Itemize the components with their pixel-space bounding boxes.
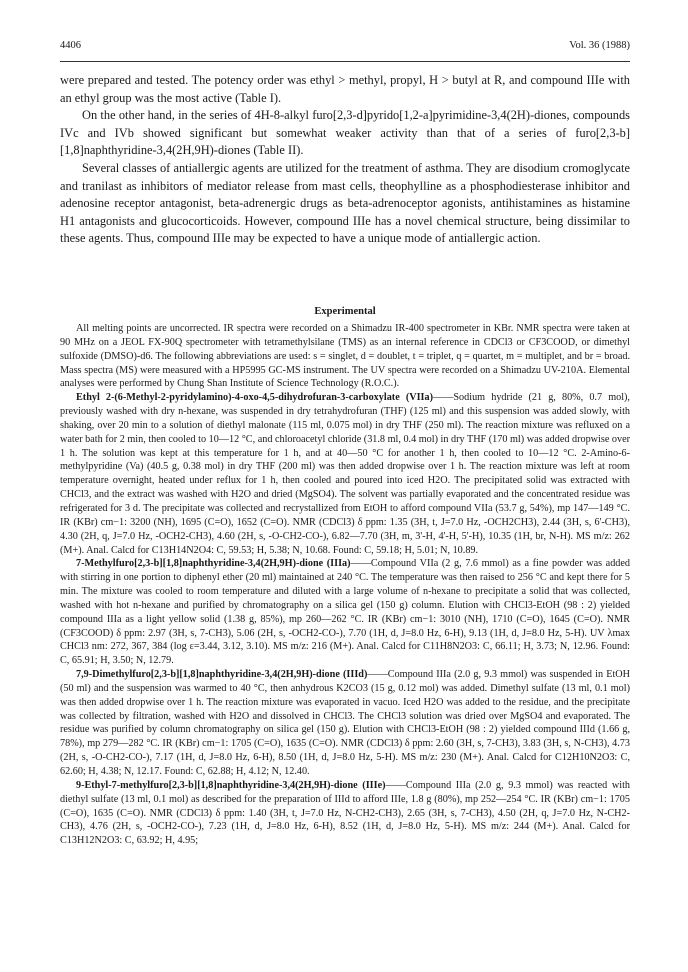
compound-iiie-paragraph [60,779,630,848]
general-methods-paragraph: All melting points are uncorrected. IR spectra were recorded on a Shimadzu IR-400 spectrometer in KBr. NMR spectra were taken at 90 MHz on a JEOL FX-90Q spectrometer with tetramethylsilane (TMS) as an internal reference in CDCl3 or CF3COOD, or dimethyl sulfoxide (DMSO)-d6. The following abbreviations are used: s = singlet, d = doublet, t = triplet, q = quartet, m = multiplet, and br = broad. Mass spectra (MS) were measured with a HP5995 GC-MS instrument. The UV spectra were recorded on a Shimadzu UV-210A. Elemental analyses were performed by Chung Shan Institute of Science Technology (R.O.C.). [60,323,630,390]
experimental-section [60,322,630,848]
compound-iiid-paragraph [60,668,630,779]
header-rule [60,61,630,62]
volume-info: Vol. 36 (1988) [569,40,630,51]
compound-iiia-body: ——Compound VIIa (2 g, 7.6 mmol) as a fine powder was added with stirring in one portion to diphenyl ether (20 ml) maintained at 240 °C. The temperature was then raised to 256 °C and kept there for 5 min. The mixture was cooled to room temperature and diluted with a large volume of n-hexane to precipitate a solid that was collected, washed with hot n-hexane and purified by chromatography on a silica gel (150 g) column. Elution with CHCl3-EtOH (98 : 2) yielded compound IIIa as a light yellow solid (1.38 g, 85%), mp 260—262 °C. IR (KBr) cm−1: 3010 (NH), 1710 (C=O), 1645 (C=O). NMR (CF3COOD) δ ppm: 2.97 (3H, s, 7-CH3), 5.06 (2H, s, -OCH2-CO-), 7.70 (1H, d, J=8.0 Hz, 6-H), 9.13 (1H, d, J=8.0 Hz, 5-H). UV λmax CHCl3 nm: 272, 367, 384 (log ε=3.44, 3.12, 3.10). MS m/z: 216 (M+). Anal. Calcd for C11H8N2O3: C, 66.11; H, 3.73; N, 12.96. Found: C, 65.91; H, 3.50; N, 12.79. [60,558,630,667]
compound-iiie-title: 9-Ethyl-7-methylfuro[2,3-b][1,8]naphthyridine-3,4(2H,9H)-dione (IIIe) [76,779,386,791]
experimental-heading: Experimental [314,306,376,317]
compound-iiia-paragraph [60,557,630,668]
intro-paragraph-2: On the other hand, in the series of 4H-8-alkyl furo[2,3-d]pyrido[1,2-a]pyrimidine-3,4(2H)-diones, compounds IVc and IVb showed significant but somewhat weaker activity than that of a series of furo[2,3-b][1,8]naphthyridine-3,4(2H,9H)-diones (Table II). [60,108,630,158]
intro-paragraph-3: Several classes of antiallergic agents are utilized for the treatment of asthma. They are disodium cromoglycate and tranilast as inhibitors of mediator release from mast cells, theophylline as a phosphodiesterase inhibitor and adenosine receptor antagonist, beta-adrenergic drugs as beta-adrenoceptor agonists, antihistamines as histamine H1 antagonists and glucocorticoids. However, compound IIIe has a novel chemical structure, being dissimilar to these agents. Thus, compound IIIe may be expected to have a unique mode of antiallergic action. [60,160,630,246]
compound-viia-body: ——Sodium hydride (21 g, 80%, 0.7 mol), previously washed with dry n-hexane, was suspended in dry tetrahydrofuran (THF) (125 ml) and this suspension was added slowly, with shaking, over 20 min to a solution of diethyl malonate (115 ml, 0.075 mol) in dry THF (250 ml). The reaction mixture was refluxed on a water bath for 2 min, then cooled to 10—12 °C, and chloroacetyl chloride (31.8 ml, 0.4 mol) in dry THF (170 ml) was added dropwise over 1 h. The solution was kept at this temperature for 1 h, and at 40—50 °C for another 1 h, then cooled to 10—12 °C. 2-Amino-6-methylpyridine (Va) (40.5 g, 0.38 mol) in dry THF (200 ml) was then added dropwise over 1 h. The reaction mixture was left at room temperature overnight, heated under reflux for 1 h, then cooled and poured into iced H2O. The precipitated solid was extracted with CHCl3, and the extract was washed with H2O and dried (MgSO4). The solvent was partially evaporated and the concentrated residue was refrigerated for 3 d. The precipitate was collected and recrystallized from EtOH to afford compound VIIa (53.7 g, 54%), mp 147—149 °C. IR (KBr) cm−1: 3200 (NH), 1695 (C=O), 1652 (C=O). NMR (CDCl3) δ ppm: 1.35 (3H, t, J=7.0 Hz, -OCH2CH3), 2.44 (3H, s, 6'-CH3), 4.30 (2H, q, J=7.0 Hz, -OCH2-CH3), 4.60 (2H, s, -O-CH2-CO-), 6.82—7.70 (3H, m, 3'-H, 4'-H, 5'-H), 10.35 (1H, br, N-H). MS m/z: 262 (M+). Anal. Calcd for C13H14N2O4: C, 59.53; H, 5.38; N, 10.68. Found: C, 59.18; H, 5.01; N, 10.89. [60,392,630,556]
compound-iiid-body: ——Compound IIIa (2.0 g, 9.3 mmol) was suspended in EtOH (50 ml) and the suspension was warmed to 40 °C, then anhydrous K2CO3 (15 g, 0.12 mol) was added. Dimethyl sulfate (13 ml, 0.1 mol) was then added dropwise over 1 h. The reaction mixture was evaporated in vacuo. Iced H2O was added to the residue, and the precipitate was collected by filtration, washed with H2O and dissolved in CHCl3. The CHCl3 solution was dried over MgSO4 and evaporated. The residue was purified by column chromatography on silica gel (150 g). Elution with CHCl3-EtOH (98 : 2) yielded compound IIId (1.66 g, 78%), mp 279—282 °C. IR (KBr) cm−1: 1705 (C=O), 1635 (C=O). NMR (CDCl3) δ ppm: 2.60 (3H, s, 7-CH3), 3.83 (3H, s, N-CH3), 4.73 (2H, s, -O-CH2-CO-), 7.17 (1H, d, J=8.0 Hz, 6-H), 8.50 (1H, d, J=8.0 Hz, 5-H). MS m/z: 230 (M+). Anal. Calcd for C12H10N2O3: C, 62.60; H, 4.38; N, 12.17. Found: C, 62.88; H, 4.12; N, 12.40. [60,669,631,777]
compound-iiie-body: ——Compound IIIa (2.0 g, 9.3 mmol) was reacted with diethyl sulfate (13 ml, 0.1 mol) as described for the preparation of IIId to afford IIIe, 1.8 g (80%), mp 252—254 °C. IR (KBr) cm−1: 1705 (C=O), 1635 (C=O). NMR (CDCl3) δ ppm: 1.40 (3H, t, J=7.0 Hz, N-CH2-CH3), 2.65 (3H, s, 7-CH3), 4.50 (2H, q, J=7.0 Hz, N-CH2-CH3), 4.76 (2H, s, -OCH2-CO-), 7.23 (1H, d, J=8.0 Hz, 6-H), 8.52 (1H, d, J=8.0 Hz, 5-H). MS m/z: 244 (M+). Anal. Calcd for C13H12N2O3: C, 63.92; H, 4.95; [60,779,630,847]
compound-viia-paragraph [60,391,630,557]
page-header [60,40,630,56]
results-discussion-text [60,72,630,248]
compound-viia-title: Ethyl 2-(6-Methyl-2-pyridylamino)-4-oxo-4,5-dihydrofuran-3-carboxylate (VIIa) [76,392,434,404]
intro-paragraph-1: were prepared and tested. The potency order was ethyl > methyl, propyl, H > butyl at R, and compound IIIe with an ethyl group was the most active (Table I). [60,73,630,105]
page-number: 4406 [60,40,81,51]
compound-iiid-title: 7,9-Dimethylfuro[2,3-b][1,8]naphthyridine-3,4(2H,9H)-dione (IIId) [76,669,368,681]
compound-iiia-title: 7-Methylfuro[2,3-b][1,8]naphthyridine-3,4(2H,9H)-dione (IIIa) [76,558,351,570]
